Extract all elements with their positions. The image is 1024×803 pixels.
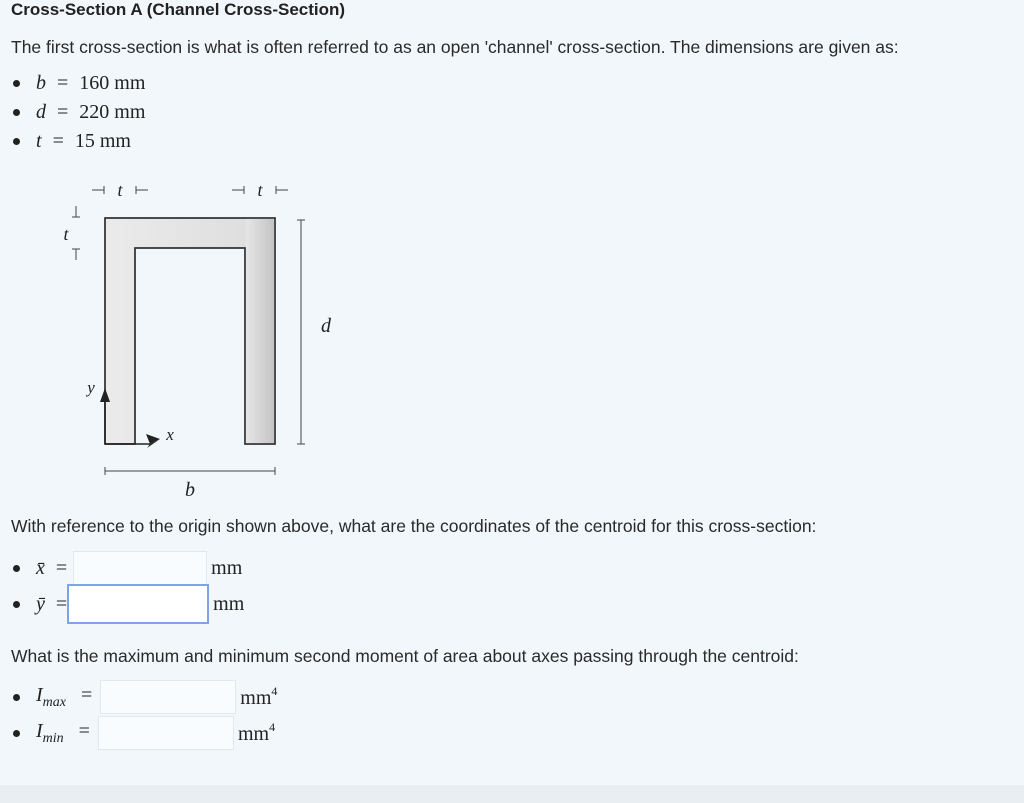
imax-unit: $mm^4$ [240,684,278,709]
bullet-icon [13,565,20,572]
bullet-icon [13,80,20,87]
t-label-top-right: t [257,180,263,200]
bullet-icon [13,601,20,608]
t-label-top-left: t [117,180,123,200]
dimension-eq: = [57,101,69,123]
answer-row-ybar [13,584,244,624]
d-dimension-line [297,220,305,444]
answer-row-xbar [13,551,242,585]
dimension-b [13,72,145,95]
bullet-icon [13,138,20,145]
dimension-symbol: t [36,130,42,152]
imax-eq: = [81,683,93,706]
centroid-question: With reference to the origin shown above, what are the coordinates of the centroid for this cross-section: [11,516,817,536]
answer-row-imin [13,716,275,750]
xbar-eq: = [55,556,68,579]
bullet-icon [13,730,20,737]
right-flange-shade [246,219,274,443]
dimension-eq: = [57,72,69,94]
ybar-input[interactable] [67,584,209,624]
bullet-icon [13,694,20,701]
footer-band [0,785,1024,803]
dimension-value: 220 mm [79,101,146,123]
intro-text: The first cross-section is what is often referred to as an open 'channel' cross-section. The dimensions are given as: [11,37,899,57]
channel-cross-section-diagram [0,170,400,510]
imin-eq: = [78,719,90,742]
x-axis-label: x [166,425,174,444]
dimension-symbol: d [36,101,46,123]
imin-symbol: I [36,719,43,742]
imax-subscript: max [42,694,66,710]
section-title: Cross-Section A (Channel Cross-Section) [11,0,346,19]
dimension-symbol: b [36,72,46,94]
b-dimension-line [105,467,275,475]
imin-input[interactable] [98,716,234,750]
bullet-icon [13,109,20,116]
dimension-t [13,130,131,153]
t-dimension-side [72,206,80,260]
dimension-eq: = [52,130,64,152]
b-label: b [185,479,195,501]
dimension-d [13,101,145,124]
t-label-side: t [63,224,69,244]
imin-subscript: min [42,730,64,746]
dimension-value: 160 mm [79,72,146,94]
xbar-symbol: x̄ [36,556,45,579]
moment-question: What is the maximum and minimum second moment of area about axes passing through the centroid: [11,646,799,666]
ybar-unit: mm [213,592,245,615]
ybar-eq: = [55,592,68,615]
d-label: d [321,315,331,337]
ybar-symbol: ȳ [36,592,45,615]
imax-symbol: I [36,683,43,706]
dimension-value: 15 mm [74,130,131,152]
imin-unit: $mm^4$ [237,720,276,745]
answer-row-imax [13,680,277,714]
imax-input[interactable] [100,680,236,714]
y-axis-label: y [87,378,95,397]
xbar-unit: mm [211,556,243,579]
xbar-input[interactable] [73,551,207,585]
